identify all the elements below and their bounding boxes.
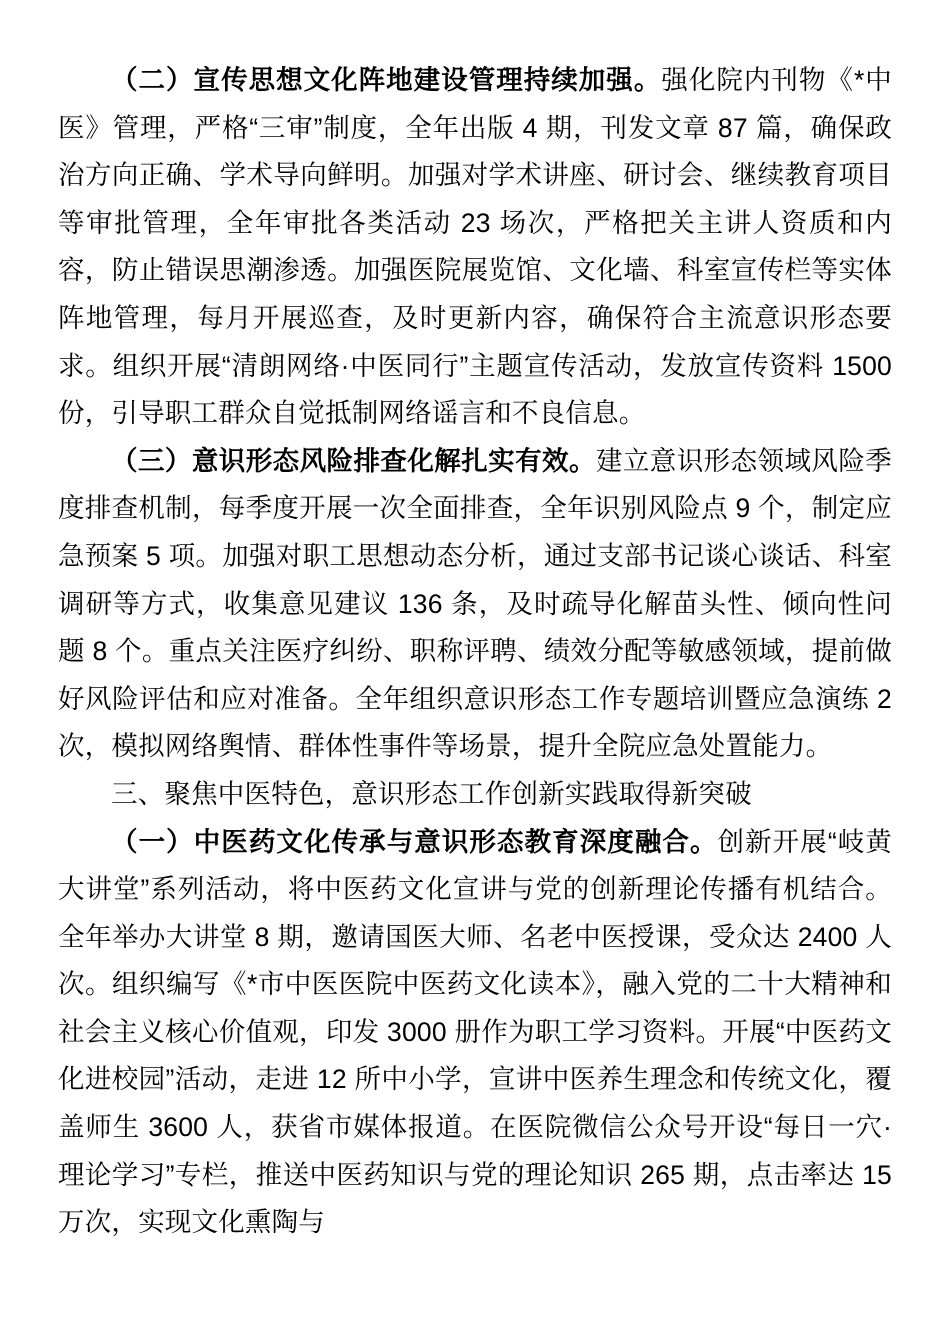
paragraph-body-two: 强化院内刊物《*中医》管理，严格“三审”制度，全年出版 4 期，刊发文章 87 篇，确保政治方向正确、学术导向鲜明。加强对学术讲座、研讨会、继续教育项目等审批管理，全年审批各类活动 23 场次，严格把关主讲人资质和内容，防止错误思潮渗透。加强医院展览馆、文化墙、科室宣传栏等实体阵地管理，每月开展巡查，及时更新内容，确保符合主流意识形态要求。组织开展“清朗网络·中医同行”主题宣传活动，发放宣传资料 1500 份，引导职工群众自觉抵制网络谣言和不良信息。 bbox=[58, 65, 892, 429]
section-heading-three: 三、聚焦中医特色，意识形态工作创新实践取得新突破 bbox=[111, 778, 752, 809]
paragraph-body-three: 建立意识形态领域风险季度排查机制，每季度开展一次全面排查，全年识别风险点 9 个，制定应急预案 5 项。加强对职工思想动态分析，通过支部书记谈心谈话、科室调研等方式，收集意见建议 136 条，及时疏导化解苗头性、倾向性问题 8 个。重点关注医疗纠纷、职称评聘、绩效分配等敏感领域，提前做好风险评估和应对准备。全年组织意识形态工作专题培训暨应急演练 2 次，模拟网络舆情、群体性事件等场景，提升全院应急处置能力。 bbox=[58, 445, 893, 762]
paragraph-section-two bbox=[58, 0, 892, 438]
document-body bbox=[58, 0, 892, 1247]
paragraph-runin-heading-three: （三）意识形态风险排查化解扎实有效。 bbox=[111, 445, 596, 476]
paragraph-runin-heading-two: （二）宣传思想文化阵地建设管理持续加强。 bbox=[111, 65, 662, 95]
paragraph-runin-heading-one: （一）中医药文化传承与意识形态教育深度融合。 bbox=[111, 826, 718, 857]
paragraph-section-three bbox=[58, 438, 892, 771]
paragraph-subsection-one bbox=[58, 819, 892, 1247]
paragraph-body-one: 创新开展“岐黄大讲堂”系列活动，将中医药文化宣讲与党的创新理论传播有机结合。全年举办大讲堂 8 期，邀请国医大师、名老中医授课，受众达 2400 人次。组织编写《*市中医医院中医药文化读本》，融入党的二十大精神和社会主义核心价值观，印发 3000 册作为职工学习资料。开展“中医药文化进校园”活动，走进 12 所中小学，宣讲中医养生理念和传统文化，覆盖师生 3600 人，获省市媒体报道。在医院微信公众号开设“每日一穴·理论学习”专栏，推送中医药知识与党的理论知识 265 期，点击率达 15 万次，实现文化熏陶与 bbox=[58, 826, 892, 1238]
